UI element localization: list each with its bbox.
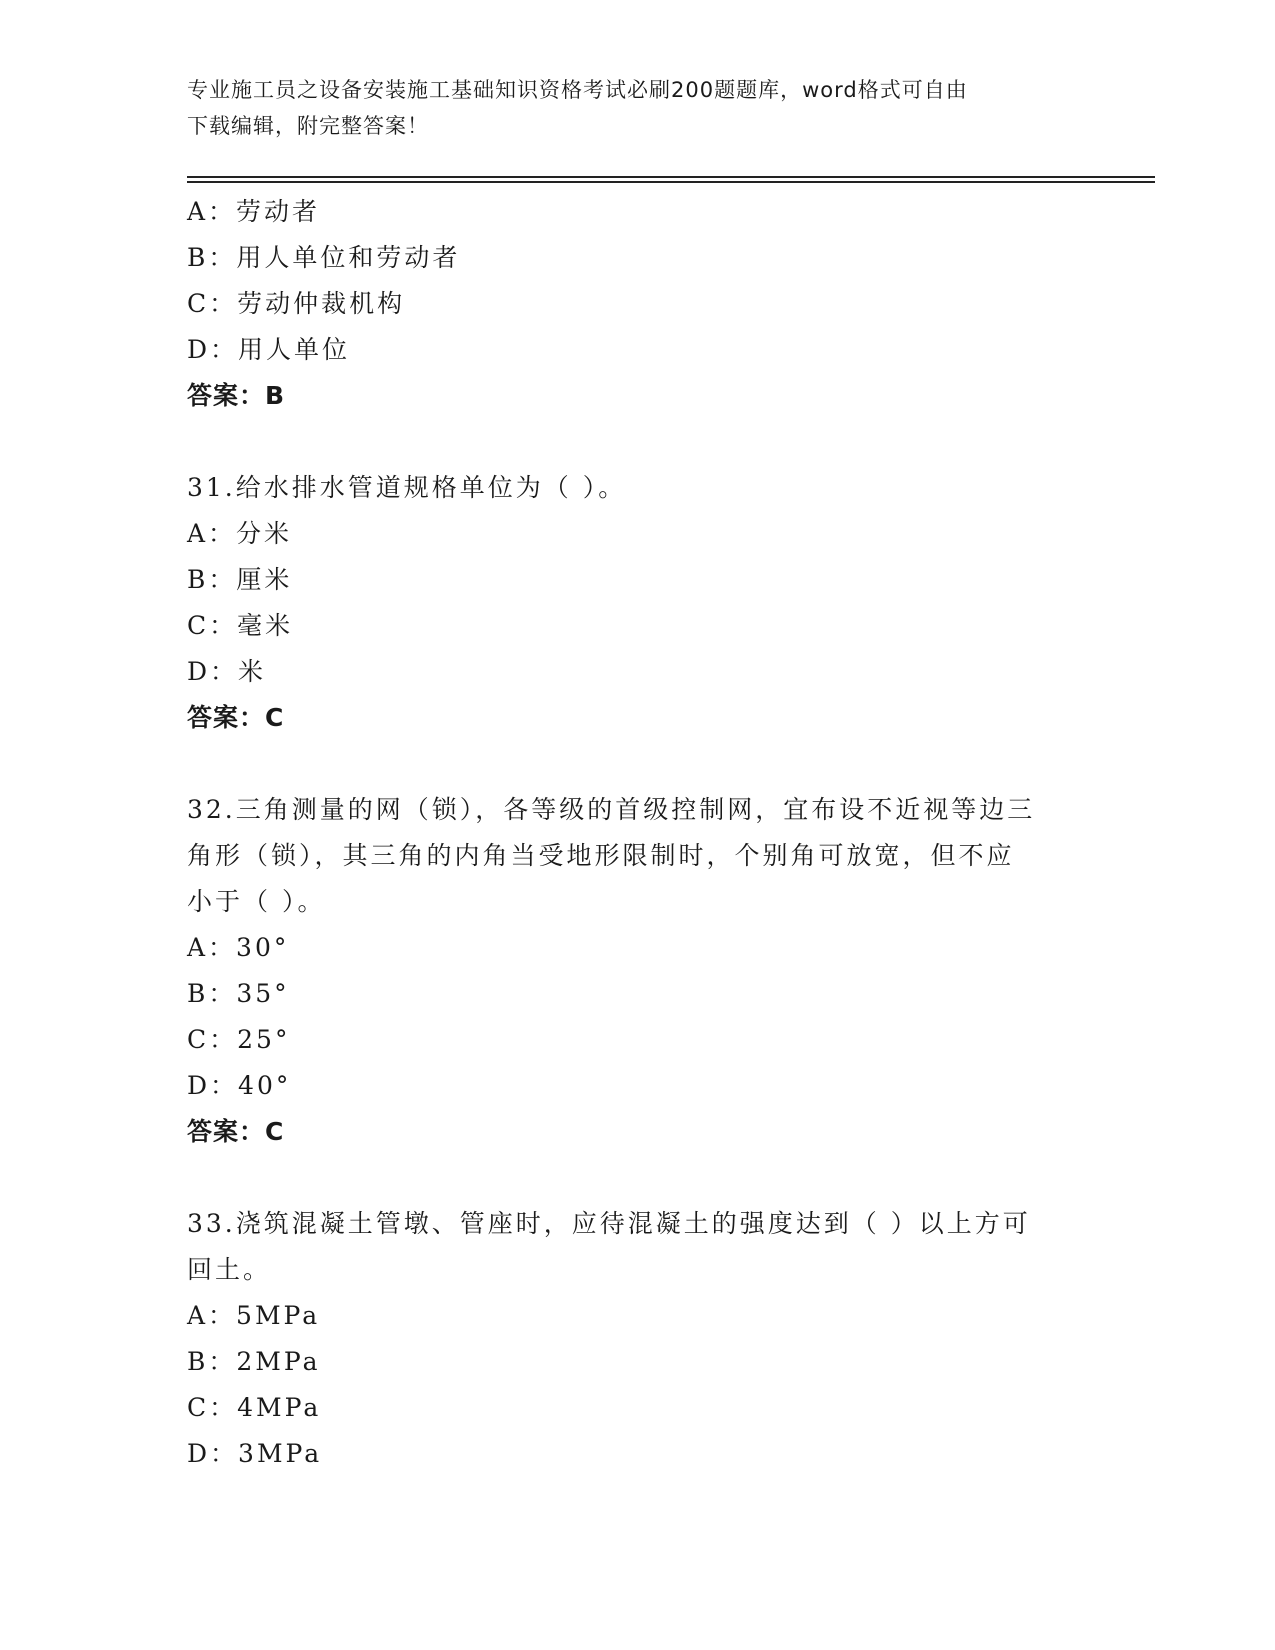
option-b: B：35° xyxy=(187,979,290,1008)
spacer xyxy=(187,741,1087,787)
header-line-2: 下载编辑，附完整答案！ xyxy=(187,114,429,138)
option-c: C：4MPa xyxy=(187,1393,322,1422)
option-c: C：25° xyxy=(187,1025,291,1054)
spacer xyxy=(187,1155,1087,1201)
option-a: A：5MPa xyxy=(187,1301,321,1330)
option-d: D：用人单位 xyxy=(187,335,351,364)
option-a: A：30° xyxy=(187,933,290,962)
option-b: B：用人单位和劳动者 xyxy=(187,243,461,272)
question-content xyxy=(187,189,1087,1477)
answer: 答案：C xyxy=(187,1117,285,1146)
question-text: 31.给水排水管道规格单位为（ ）。 xyxy=(187,473,627,502)
question-text-line-1: 33.浇筑混凝土管墩、管座时，应待混凝土的强度达到（ ）以上方可 xyxy=(187,1209,1031,1238)
option-a: A：劳动者 xyxy=(187,197,321,226)
question-31 xyxy=(187,465,1087,741)
question-30 xyxy=(187,189,1087,419)
option-b: B：厘米 xyxy=(187,565,293,594)
question-text-line-2: 回土。 xyxy=(187,1255,272,1284)
option-c: C：毫米 xyxy=(187,611,294,640)
question-33 xyxy=(187,1201,1087,1477)
header-rule-top xyxy=(187,176,1155,178)
option-d: D：40° xyxy=(187,1071,292,1100)
document-header xyxy=(187,72,1067,144)
option-d: D：米 xyxy=(187,657,267,686)
question-32 xyxy=(187,787,1087,1155)
option-c: C：劳动仲裁机构 xyxy=(187,289,406,318)
question-text-line-2: 角形（锁），其三角的内角当受地形限制时，个别角可放宽，但不应 xyxy=(187,841,1015,870)
option-b: B：2MPa xyxy=(187,1347,321,1376)
option-d: D：3MPa xyxy=(187,1439,323,1468)
spacer xyxy=(187,419,1087,465)
header-line-1: 专业施工员之设备安装施工基础知识资格考试必刷200题题库，word格式可自由 xyxy=(187,78,968,102)
header-rule-bottom xyxy=(187,181,1155,183)
question-text-line-3: 小于（ ）。 xyxy=(187,887,326,916)
answer: 答案：C xyxy=(187,703,285,732)
option-a: A：分米 xyxy=(187,519,293,548)
answer: 答案：B xyxy=(187,381,286,410)
question-text-line-1: 32.三角测量的网（锁），各等级的首级控制网，宜布设不近视等边三 xyxy=(187,795,1036,824)
